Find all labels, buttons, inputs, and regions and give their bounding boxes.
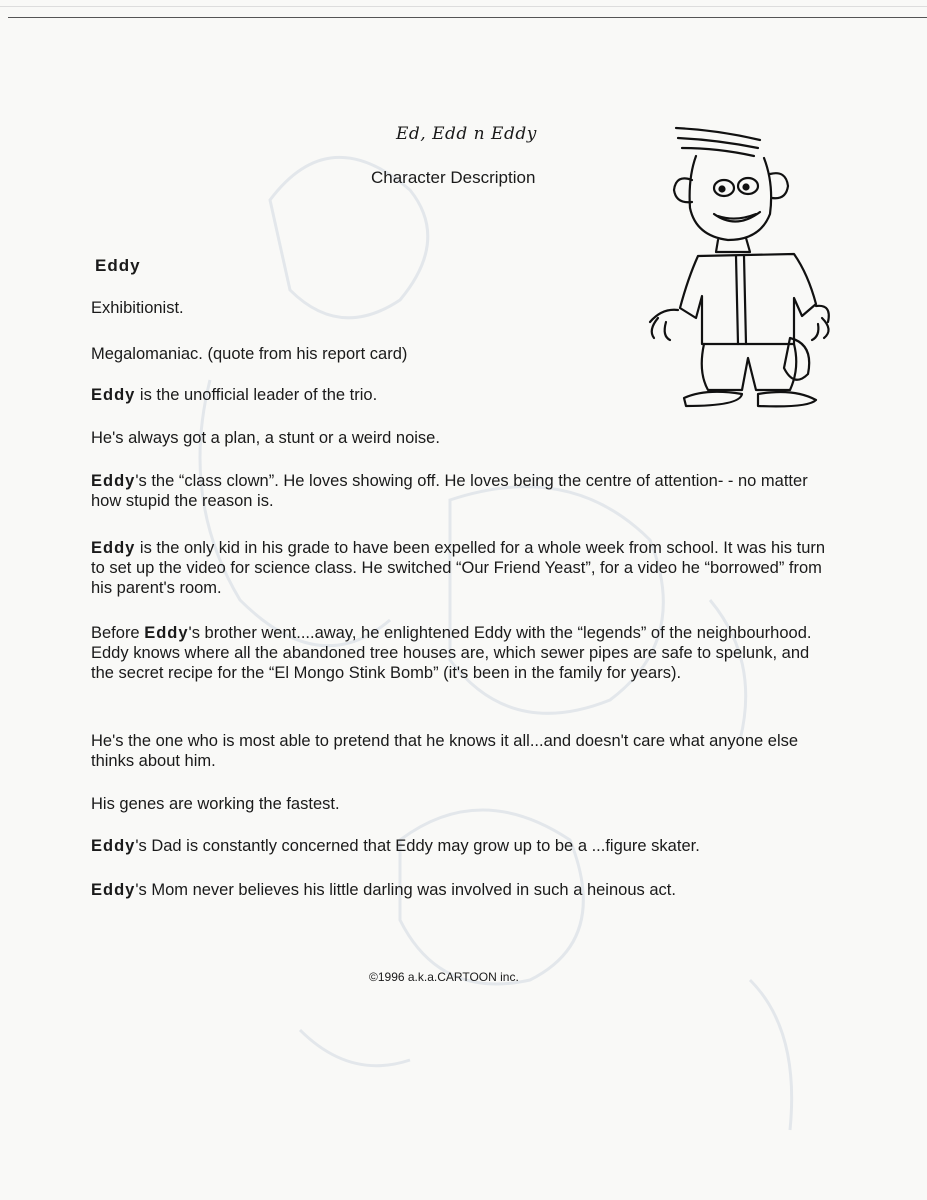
paragraph-text: is the unofficial leader of the trio.	[135, 386, 378, 404]
paragraph-mom	[91, 880, 831, 900]
eddy-name-bold: Eddy	[144, 624, 189, 642]
paragraph-text: is the only kid in his grade to have been expelled for a whole week from school. It was his turn to set up the video for science class. He switched “Our Friend Yeast”, for a video he “borrowed” from his parent's room.	[91, 539, 826, 597]
paragraph-exhibitionist	[91, 298, 831, 318]
top-edge	[0, 6, 927, 7]
paragraph-dad	[91, 836, 831, 856]
paragraph-brother	[91, 623, 831, 683]
paragraph-text: 's Dad is constantly concerned that Eddy may grow up to be a ...figure skater.	[135, 837, 700, 855]
character-name: Eddy	[95, 256, 141, 275]
eddy-name-bold: Eddy	[91, 472, 136, 490]
paragraph-text: His genes are working the fastest.	[91, 795, 340, 813]
eddy-name-bold: Eddy	[91, 837, 136, 855]
paragraph-text: Before	[91, 624, 145, 642]
eddy-name-bold: Eddy	[91, 881, 136, 899]
paragraph-text: Megalomaniac. (quote from his report card)	[91, 345, 408, 363]
eddy-name-bold: Eddy	[91, 539, 136, 557]
page-subtitle: Character Description	[371, 168, 536, 187]
eddy-character-drawing-icon	[618, 118, 840, 413]
eddy-name-bold: Eddy	[91, 386, 136, 404]
paragraph-text: 's brother went....away, he enlightened Eddy with the “legends” of the neighbourhood. Eddy knows where all the abandoned tree houses are, which sewer pipes are safe to spelunk, and the secret recipe for the “El Mongo Stink Bomb” (it's been in the family for years).	[91, 624, 812, 682]
top-divider	[8, 17, 927, 18]
paragraph-leader	[91, 385, 831, 405]
paragraph-text: 's Mom never believes his little darling was involved in such a heinous act.	[135, 881, 676, 899]
paragraph-class-clown	[91, 471, 831, 511]
paragraph-plan	[91, 428, 831, 448]
paragraph-text: 's the “class clown”. He loves showing off. He loves being the centre of attention- - no matter how stupid the reason is.	[91, 472, 808, 510]
paragraph-megalomaniac	[91, 344, 831, 364]
paragraph-genes	[91, 794, 831, 814]
paragraph-text: He's always got a plan, a stunt or a weird noise.	[91, 429, 440, 447]
paragraph-text: Exhibitionist.	[91, 299, 184, 317]
paragraph-expelled	[91, 538, 831, 598]
paragraph-pretend	[91, 731, 831, 771]
copyright-notice: ©1996 a.k.a.CARTOON inc.	[369, 970, 519, 984]
paragraph-text: He's the one who is most able to pretend that he knows it all...and doesn't care what anyone else thinks about him.	[91, 732, 799, 770]
page-title: Ed, Edd n Eddy	[396, 124, 537, 144]
